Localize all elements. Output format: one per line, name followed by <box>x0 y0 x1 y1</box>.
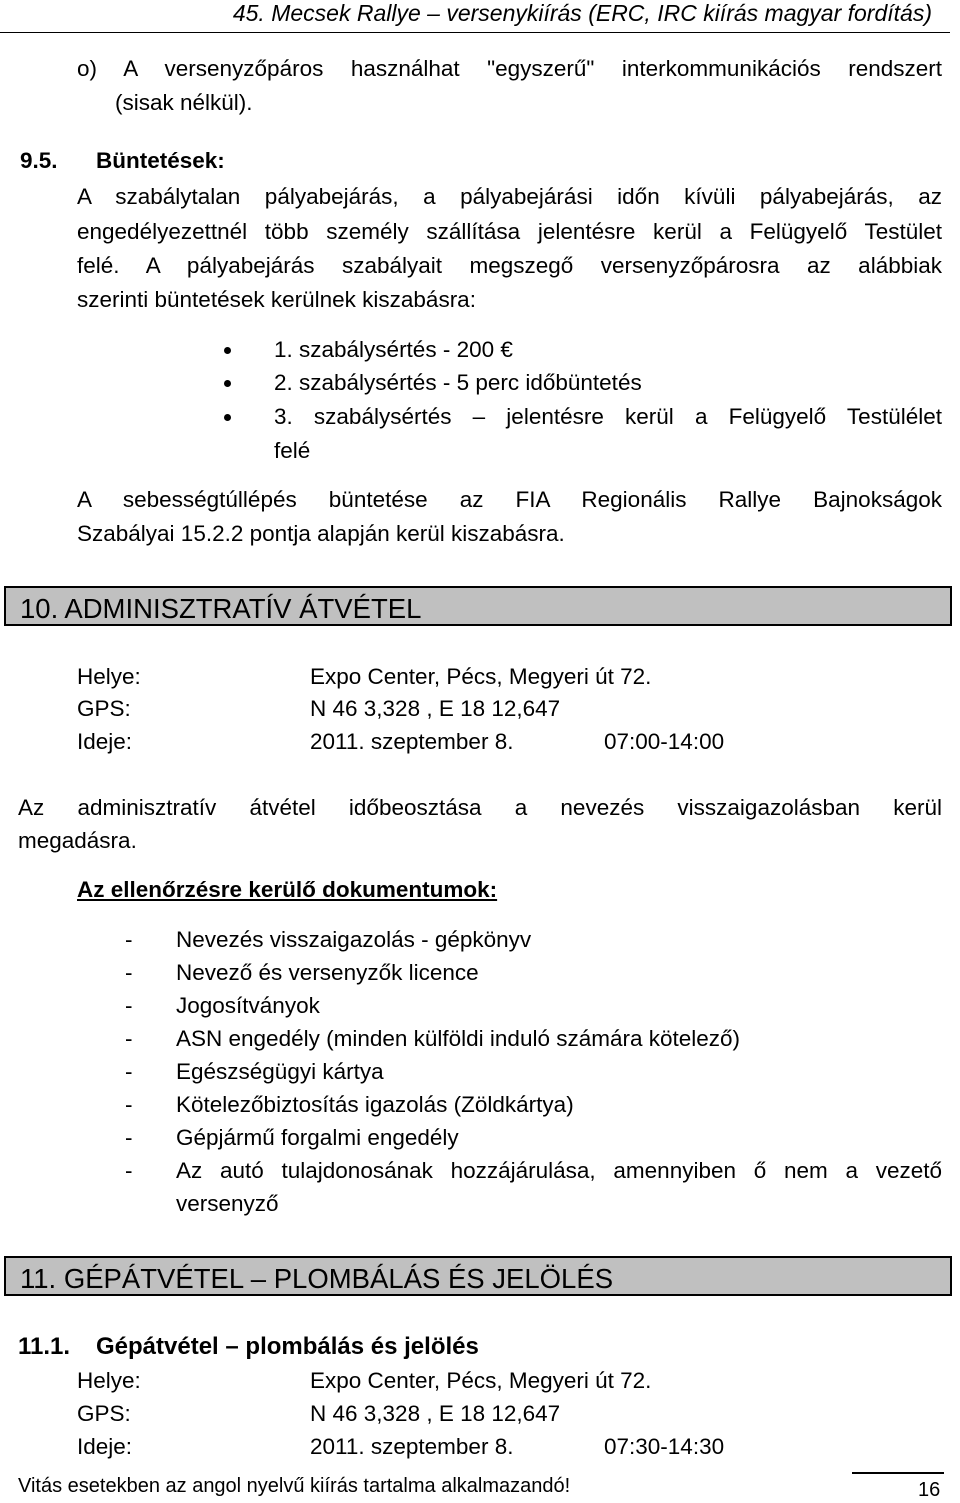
time-value: 07:30-14:30 <box>604 1434 725 1459</box>
doc-item: Gépjármű forgalmi engedély <box>176 1125 459 1150</box>
bullet-icon <box>224 347 231 354</box>
section-10-title: 10. ADMINISZTRATÍV ÁTVÉTEL <box>20 593 422 624</box>
list-dash: - <box>125 993 133 1018</box>
bullet-icon <box>224 380 231 387</box>
place-value: Expo Center, Pécs, Megyeri út 72. <box>310 664 652 689</box>
list-dash: - <box>125 960 133 985</box>
gps-value: N 46 3,328 , E 18 12,647 <box>310 1401 561 1426</box>
place-label: Helye: <box>77 664 141 689</box>
schedule-line-1: Az adminisztratív átvétel időbeosztása a nevezés visszaigazolásban kerül <box>18 795 942 820</box>
docs-title: Az ellenőrzésre kerülő dokumentumok: <box>77 877 498 902</box>
item-o-line-2: (sisak nélkül). <box>115 90 253 115</box>
doc-item: Nevező és versenyzők licence <box>176 960 479 985</box>
item-o-line-1: o) A versenyzőpáros használhat "egyszerű" interkommunikációs rendszert <box>77 56 942 81</box>
gps-label: GPS: <box>77 1401 131 1426</box>
list-dash: - <box>125 1158 133 1183</box>
footer-note: Vitás esetekben az angol nyelvű kiírás tartalma alkalmazandó! <box>18 1475 571 1497</box>
doc-item: Kötelezőbiztosítás igazolás (Zöldkártya) <box>176 1092 574 1117</box>
list-dash: - <box>125 1026 133 1051</box>
gps-label: GPS: <box>77 696 131 721</box>
doc-item: Egészségügyi kártya <box>176 1059 384 1084</box>
time-value: 07:00-14:00 <box>604 729 725 754</box>
schedule-line-2: megadásra. <box>18 828 137 853</box>
sub-number: 11.1. <box>18 1333 71 1360</box>
list-dash: - <box>125 1125 133 1150</box>
penalties-title: Büntetések: <box>96 148 225 173</box>
bullet-2: 2. szabálysértés - 5 perc időbüntetés <box>274 370 642 395</box>
date-value: 2011. szeptember 8. <box>310 729 514 754</box>
penalties-para-4: szerinti büntetések kerülnek kiszabásra: <box>77 287 476 312</box>
list-dash: - <box>125 1092 133 1117</box>
bullet-1: 1. szabálysértés - 200 € <box>274 337 513 362</box>
penalties-number: 9.5. <box>20 148 58 173</box>
page-number: 16 <box>918 1479 941 1501</box>
sub-title: Gépátvétel – plombálás és jelölés <box>96 1333 479 1360</box>
doc-item: Nevezés visszaigazolás - gépkönyv <box>176 927 532 952</box>
doc-item: Jogosítványok <box>176 993 320 1018</box>
place-label: Helye: <box>77 1368 141 1393</box>
gps-value: N 46 3,328 , E 18 12,647 <box>310 696 561 721</box>
list-dash: - <box>125 1059 133 1084</box>
page-header <box>0 0 950 33</box>
section-10-heading <box>4 586 952 626</box>
doc-item-cont: versenyző <box>176 1191 279 1216</box>
doc-item: Az autó tulajdonosának hozzájárulása, amennyiben ő nem a vezető <box>176 1158 942 1183</box>
speed-line-1: A sebességtúllépés büntetése az FIA Regionális Rallye Bajnokságok <box>77 487 942 512</box>
penalties-para-1: A szabálytalan pályabejárás, a pályabejárási időn kívüli pályabejárás, az <box>77 184 942 209</box>
date-value: 2011. szeptember 8. <box>310 1434 514 1459</box>
doc-item: ASN engedély (minden külföldi induló számára kötelező) <box>176 1026 741 1051</box>
bullet-icon <box>224 414 231 421</box>
footer-rule <box>852 1472 944 1474</box>
bullet-3: 3. szabálysértés – jelentésre kerül a Felügyelő Testülélet <box>274 404 942 429</box>
bullet-3-cont: felé <box>274 438 311 463</box>
section-11-heading <box>4 1256 952 1296</box>
speed-line-2: Szabályai 15.2.2 pontja alapján kerül kiszabásra. <box>77 521 565 546</box>
list-dash: - <box>125 927 133 952</box>
section-11-title: 11. GÉPÁTVÉTEL – PLOMBÁLÁS ÉS JELÖLÉS <box>20 1263 614 1294</box>
place-value: Expo Center, Pécs, Megyeri út 72. <box>310 1368 652 1393</box>
penalties-para-3: felé. A pályabejárás szabályait megszegő versenyzőpárosra az alábbiak <box>77 253 942 278</box>
date-label: Ideje: <box>77 1434 133 1459</box>
header-title: 45. Mecsek Rallye – versenykiírás (ERC, IRC kiírás magyar fordítás) <box>232 0 932 26</box>
penalties-para-2: engedélyezettnél több személy szállítása jelentésre kerül a Felügyelő Testület <box>77 219 942 244</box>
date-label: Ideje: <box>77 729 133 754</box>
